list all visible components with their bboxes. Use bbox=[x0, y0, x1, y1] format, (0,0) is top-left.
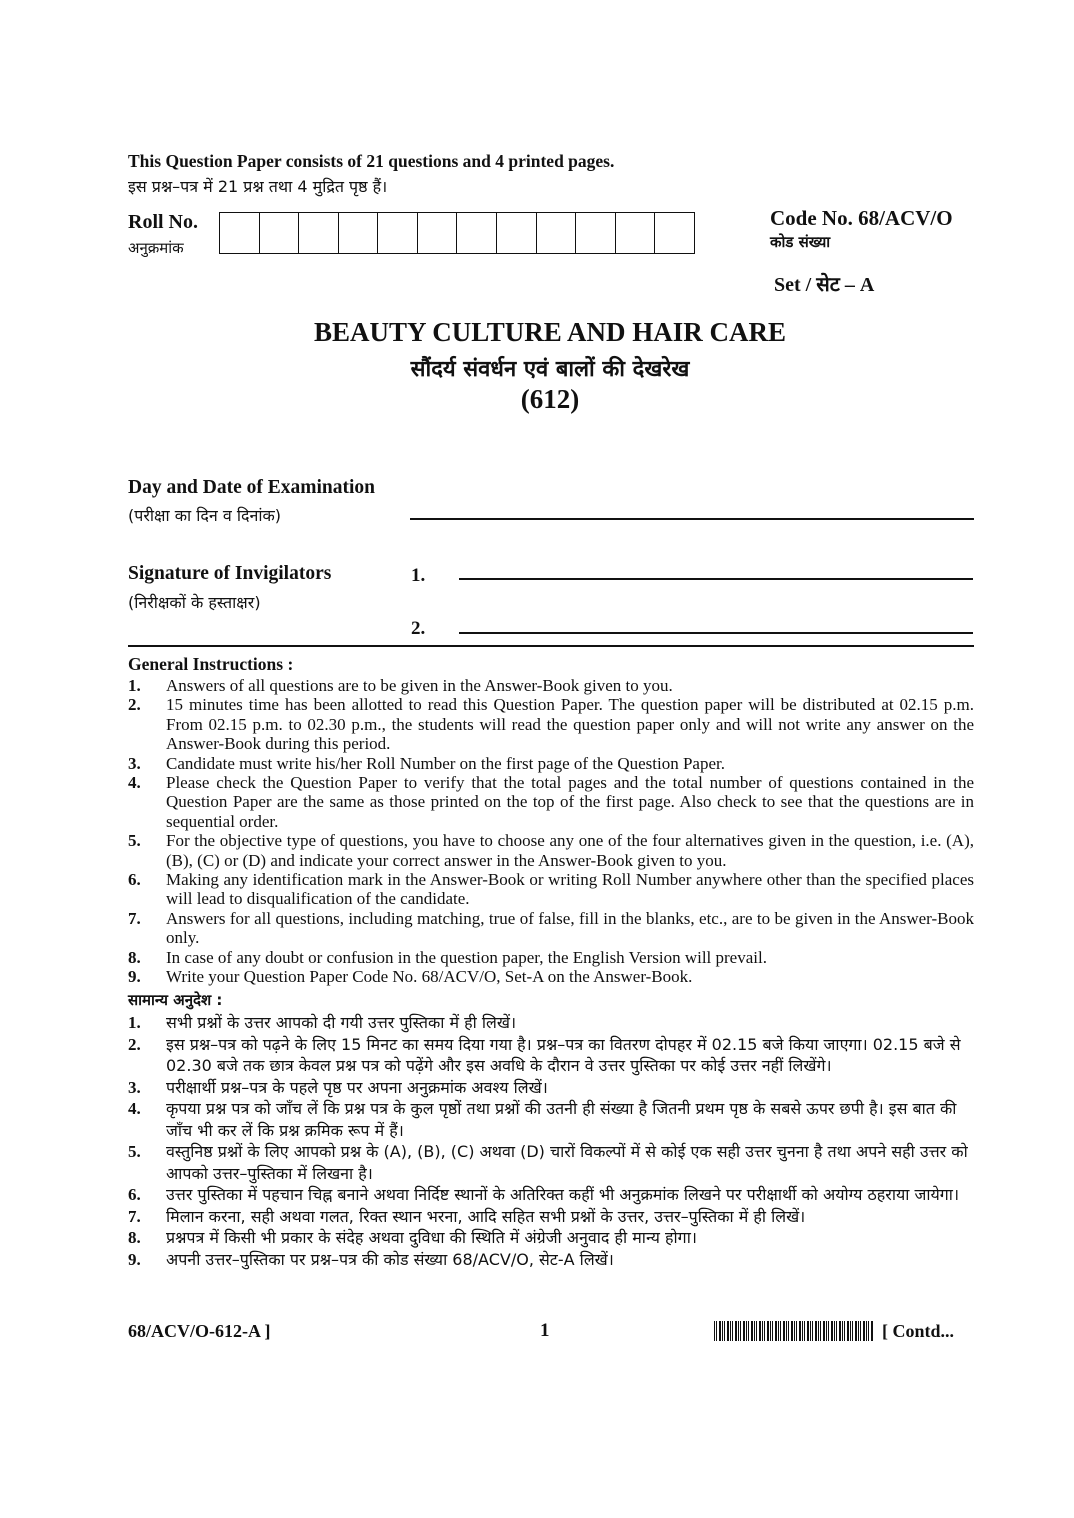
roll-box[interactable] bbox=[260, 213, 300, 253]
instruction-text: प्रश्नपत्र में किसी भी प्रकार के संदेह अथवा दुविधा की स्थिति में अंग्रेजी अनुवाद ही मान्य होगा। bbox=[166, 1228, 697, 1247]
roll-box[interactable] bbox=[497, 213, 537, 253]
instruction-item-hi bbox=[128, 1098, 974, 1141]
instruction-text: In case of any doubt or confusion in the question paper, the English Version will prevail. bbox=[166, 947, 767, 967]
instruction-item-hi bbox=[128, 1012, 974, 1034]
instruction-number: 9. bbox=[128, 967, 141, 987]
instruction-item-en bbox=[128, 831, 974, 870]
footer-code: 68/ACV/O-612-A ] bbox=[128, 1321, 271, 1341]
instruction-text: Answers of all questions are to be given in the Answer-Book given to you. bbox=[166, 676, 673, 695]
instruction-item-hi bbox=[128, 1249, 974, 1271]
invigilator-1-line[interactable] bbox=[459, 578, 973, 580]
instruction-number: 5. bbox=[128, 831, 141, 851]
instruction-item-hi bbox=[128, 1077, 974, 1099]
instruction-text: अपनी उत्तर–पुस्तिका पर प्रश्न–पत्र की कोड संख्या 68/ACV/O, सेट-A लिखें। bbox=[166, 1249, 614, 1269]
page-count-hi: इस प्रश्न–पत्र में 21 प्रश्न तथा 4 मुद्रित पृष्ठ हैं। bbox=[128, 177, 388, 196]
instruction-item-hi bbox=[128, 1227, 974, 1249]
instruction-text: वस्तुनिष्ठ प्रश्नों के लिए आपको प्रश्न के (A), (B), (C) अथवा (D) चारों विकल्पों में से कोई एक सही उत्तर चुनना है तथा अपने सही उत्तर को आपको उत्तर–पुस्तिका में लिखना है। bbox=[166, 1142, 968, 1183]
set-label: Set / सेट – A bbox=[774, 274, 875, 296]
instruction-text: For the objective type of questions, you have to choose any one of the four alternatives given in the question, i.e. (A), (B), (C) or (D) and indicate your correct answer in the Answer-Book given to you. bbox=[166, 831, 974, 870]
instructions-list-en bbox=[128, 676, 974, 987]
roll-box[interactable] bbox=[537, 213, 577, 253]
instruction-number: 2. bbox=[128, 695, 141, 715]
exam-date-line[interactable] bbox=[410, 518, 974, 520]
instruction-text: Answers for all questions, including matching, true of false, fill in the blanks, etc., are to be given in the Answer-Book only. bbox=[166, 908, 974, 948]
roll-no-label: Roll No. bbox=[128, 211, 198, 233]
roll-box[interactable] bbox=[220, 213, 260, 253]
instruction-text: इस प्रश्न–पत्र को पढ़ने के लिए 15 मिनट का समय दिया गया है। प्रश्न–पत्र का वितरण दोपहर में 02.15 बजे किया जाएगा। 02.15 बजे से 02.30 बजे तक छात्र केवल प्रश्न पत्र को पढ़ेंगे और इस अवधि के दौरान वे उत्तर पुस्तिका पर कोई उत्तर नहीं लिखेंगे। bbox=[166, 1034, 961, 1075]
roll-box[interactable] bbox=[299, 213, 339, 253]
instruction-text: Making any identification mark in the Answer-Book or writing Roll Number anywhere other than the specified places will lead to disqualification of the candidate. bbox=[166, 870, 974, 909]
instruction-number: 7. bbox=[128, 908, 141, 928]
instructions-heading-en: General Instructions : bbox=[128, 654, 294, 674]
roll-box[interactable] bbox=[378, 213, 418, 253]
instruction-item-en bbox=[128, 870, 974, 909]
contd-label: [ Contd... bbox=[882, 1321, 955, 1341]
instructions-list-hi bbox=[128, 1012, 974, 1270]
roll-box[interactable] bbox=[576, 213, 616, 253]
roll-number-boxes[interactable] bbox=[219, 212, 695, 254]
roll-box[interactable] bbox=[655, 213, 694, 253]
instruction-item-hi bbox=[128, 1184, 974, 1206]
instruction-number: 6. bbox=[128, 1185, 141, 1204]
roll-box[interactable] bbox=[339, 213, 379, 253]
instruction-number: 1. bbox=[128, 1013, 141, 1032]
instruction-number: 6. bbox=[128, 870, 141, 890]
instruction-text: परीक्षार्थी प्रश्न–पत्र के पहले पृष्ठ पर अपना अनुक्रमांक अवश्य लिखें। bbox=[166, 1077, 548, 1097]
instruction-item-en bbox=[128, 909, 974, 948]
instruction-text: Write your Question Paper Code No. 68/ACV/O, Set-A on the Answer-Book. bbox=[166, 967, 693, 987]
invigilator-2-number: 2. bbox=[411, 618, 426, 639]
instructions-heading-hi: सामान्य अनुदेश : bbox=[128, 991, 223, 1009]
invigilator-label-hi: (निरीक्षकों के हस्ताक्षर) bbox=[128, 593, 261, 612]
instruction-item-hi bbox=[128, 1206, 974, 1228]
instruction-item-en bbox=[128, 754, 974, 773]
subject-title-hi: सौंदर्य संवर्धन एवं बालों की देखरेख bbox=[410, 357, 690, 382]
subject-title-en: BEAUTY CULTURE AND HAIR CARE bbox=[313, 317, 787, 347]
instruction-item-en bbox=[128, 948, 974, 967]
instruction-number: 4. bbox=[128, 773, 141, 793]
instruction-text: मिलान करना, सही अथवा गलत, रिक्त स्थान भरना, आदि सहित सभी प्रश्नों के उत्तर, उत्तर–पुस्तिका में ही लिखें। bbox=[166, 1206, 806, 1226]
exam-date-label: Day and Date of Examination bbox=[128, 477, 376, 498]
instruction-number: 7. bbox=[128, 1206, 141, 1226]
exam-date-label-hi: (परीक्षा का दिन व दिनांक) bbox=[128, 506, 282, 525]
instruction-number: 8. bbox=[128, 1228, 141, 1247]
instruction-text: सभी प्रश्नों के उत्तर आपको दी गयी उत्तर पुस्तिका में ही लिखें। bbox=[166, 1013, 517, 1032]
instruction-item-en bbox=[128, 773, 974, 831]
instruction-text: उत्तर पुस्तिका में पहचान चिह्न बनाने अथवा निर्दिष्ट स्थानों के अतिरिक्त कहीं भी अनुक्रमांक लिखने पर परीक्षार्थी को अयोग्य ठहराया जायेगा। bbox=[166, 1185, 960, 1204]
barcode bbox=[714, 1321, 874, 1341]
divider bbox=[128, 645, 974, 647]
roll-box[interactable] bbox=[418, 213, 458, 253]
instruction-number: 2. bbox=[128, 1034, 141, 1054]
instruction-text: Candidate must write his/her Roll Number on the first page of the Question Paper. bbox=[166, 753, 725, 773]
instruction-text: 15 minutes time has been allotted to read this Question Paper. The question paper will be distributed at 02.15 p.m. From 02.15 p.m. to 02.30 p.m., the students will read the question paper only and will not write any answer on the Answer-Book during this period. bbox=[166, 695, 974, 754]
instruction-number: 8. bbox=[128, 947, 141, 967]
invigilator-2-line[interactable] bbox=[459, 632, 973, 634]
instruction-number: 9. bbox=[128, 1249, 141, 1269]
page-number: 1 bbox=[540, 1320, 550, 1341]
instruction-item-en bbox=[128, 695, 974, 753]
instruction-text: Please check the Question Paper to verify that the total pages and the total number of questions contained in the Question Paper are the same as those printed on the top of the first page. Also check to see that the questions are in sequential order. bbox=[166, 773, 974, 831]
page-count-en: This Question Paper consists of 21 questions and 4 printed pages. bbox=[128, 151, 615, 171]
subject-code: (612) bbox=[520, 384, 580, 414]
invigilator-1-number: 1. bbox=[411, 565, 426, 586]
instruction-text: कृपया प्रश्न पत्र को जाँच लें कि प्रश्न पत्र के कुल पृष्ठों तथा प्रश्नों की उतनी ही संख्या है जितनी प्रथम पृष्ठ के सबसे ऊपर छपी है। इस बात की जाँच भी कर लें कि प्रश्न क्रमिक रूप में हैं। bbox=[166, 1099, 957, 1140]
instruction-number: 1. bbox=[128, 676, 141, 695]
invigilator-label: Signature of Invigilators bbox=[128, 563, 332, 584]
instruction-item-en bbox=[128, 967, 974, 986]
roll-no-label-hi: अनुक्रमांक bbox=[128, 239, 184, 257]
instruction-number: 3. bbox=[128, 753, 141, 773]
instruction-item-en bbox=[128, 676, 974, 695]
instruction-item-hi bbox=[128, 1034, 974, 1077]
instruction-item-hi bbox=[128, 1141, 974, 1184]
code-number: Code No. 68/ACV/O bbox=[770, 206, 953, 230]
roll-box[interactable] bbox=[616, 213, 656, 253]
code-number-hi: कोड संख्या bbox=[770, 233, 831, 251]
instruction-number: 5. bbox=[128, 1142, 141, 1161]
instruction-number: 4. bbox=[128, 1099, 141, 1118]
instruction-number: 3. bbox=[128, 1077, 141, 1097]
roll-box[interactable] bbox=[457, 213, 497, 253]
